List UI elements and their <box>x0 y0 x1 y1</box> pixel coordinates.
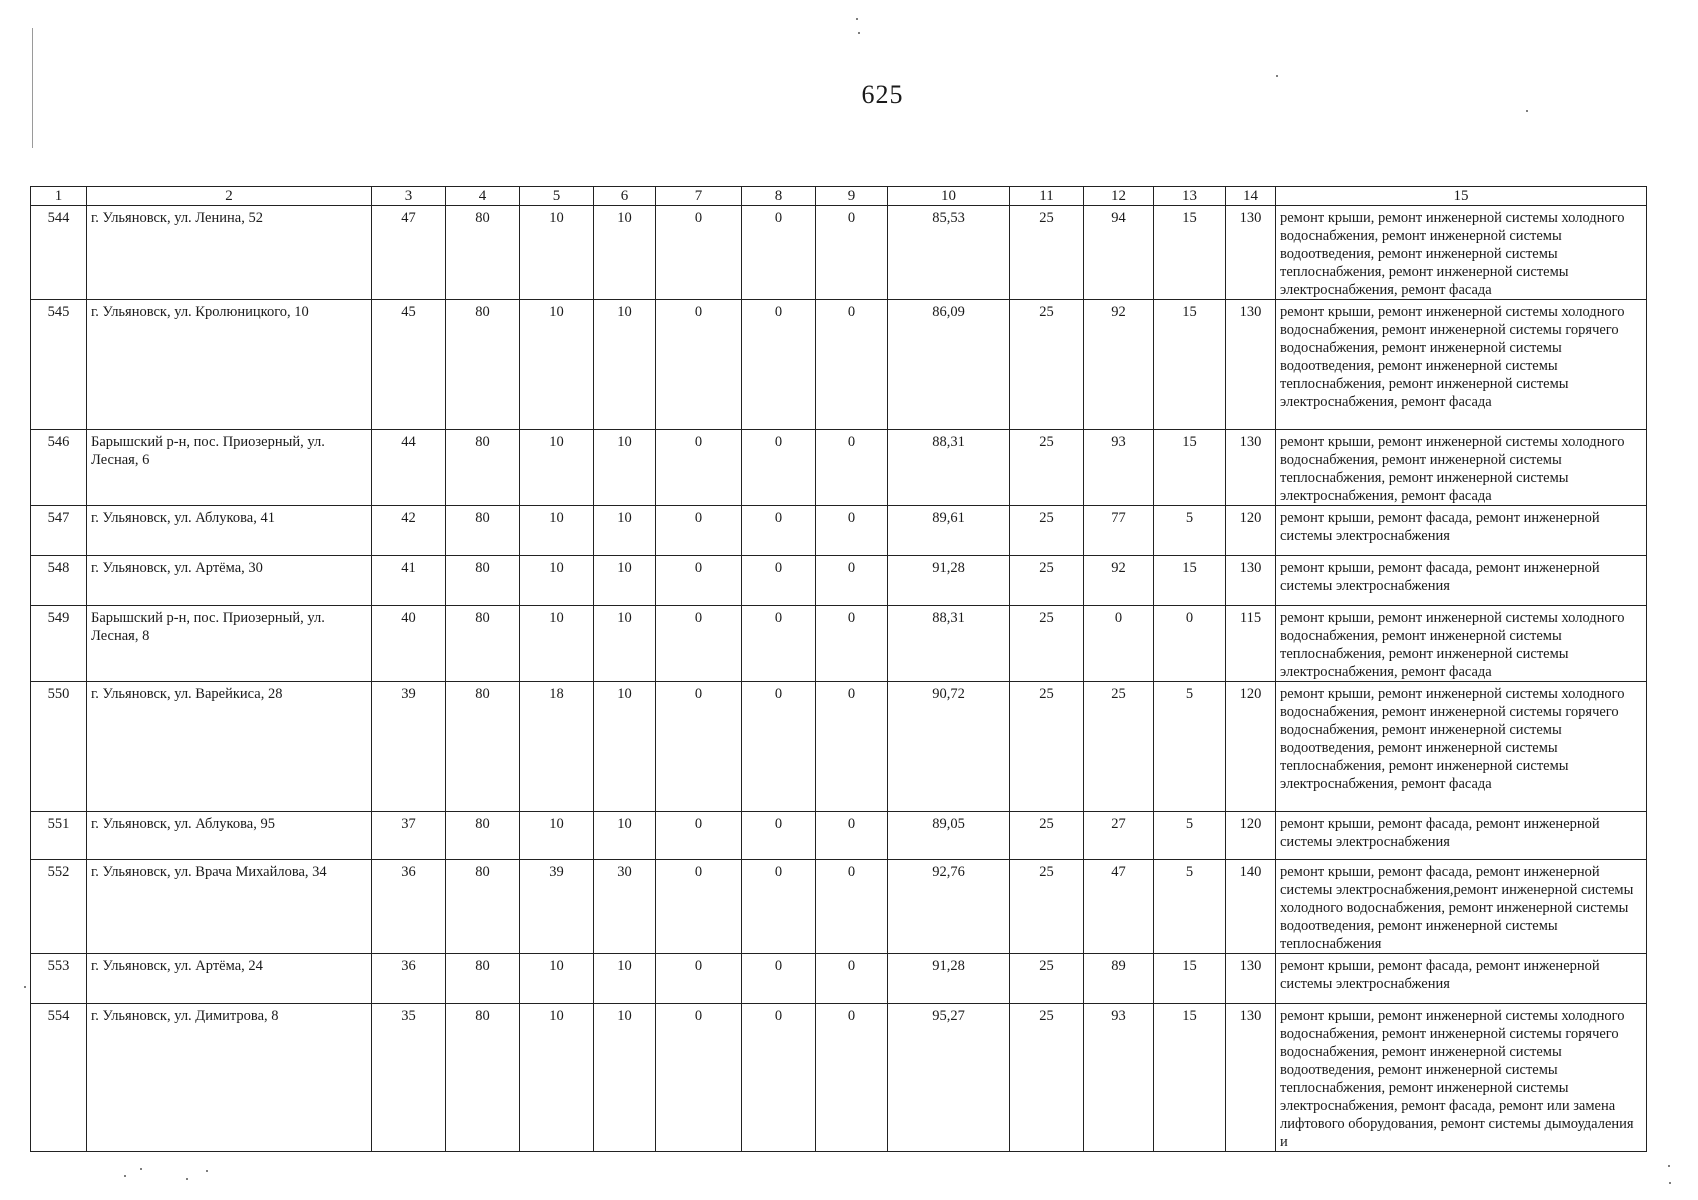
cell-col7: 0 <box>656 954 742 1004</box>
cell-col13: 5 <box>1154 506 1226 556</box>
scan-speck <box>124 1175 126 1177</box>
cell-col5: 10 <box>520 430 594 506</box>
cell-col14: 120 <box>1226 506 1276 556</box>
cell-col10: 88,31 <box>888 430 1010 506</box>
scan-speck <box>856 18 858 20</box>
cell-col7: 0 <box>656 556 742 606</box>
cell-col11: 25 <box>1010 206 1084 300</box>
cell-col11: 25 <box>1010 506 1084 556</box>
scan-speck <box>1669 1182 1671 1184</box>
column-header: 5 <box>520 187 594 206</box>
table-row <box>31 1004 1647 1152</box>
cell-col3: 47 <box>372 206 446 300</box>
cell-col5: 10 <box>520 1004 594 1152</box>
cell-col14: 120 <box>1226 812 1276 860</box>
cell-col10: 86,09 <box>888 300 1010 430</box>
table-row <box>31 954 1647 1004</box>
column-header: 11 <box>1010 187 1084 206</box>
cell-col11: 25 <box>1010 954 1084 1004</box>
table-row <box>31 556 1647 606</box>
scan-speck <box>24 986 26 988</box>
column-header: 1 <box>31 187 87 206</box>
works-cell: ремонт крыши, ремонт фасада, ремонт инженерной системы электроснабжения <box>1276 954 1647 1004</box>
cell-col7: 0 <box>656 606 742 682</box>
cell-col8: 0 <box>742 506 816 556</box>
cell-col3: 36 <box>372 954 446 1004</box>
cell-col12: 92 <box>1084 556 1154 606</box>
cell-col7: 0 <box>656 506 742 556</box>
cell-col12: 93 <box>1084 1004 1154 1152</box>
column-header: 14 <box>1226 187 1276 206</box>
cell-col4: 80 <box>446 954 520 1004</box>
column-header: 13 <box>1154 187 1226 206</box>
works-cell: ремонт крыши, ремонт инженерной системы холодного водоснабжения, ремонт инженерной системы горячего водоснабжения, ремонт инженерной системы водоотведения, ремонт инженерной системы теплоснабжения, ремонт инженерной системы электроснабжения, ремонт фасада, ремонт или замена лифтового оборудования, ремонт системы дымоудаления и <box>1276 1004 1647 1152</box>
cell-col11: 25 <box>1010 812 1084 860</box>
cell-col5: 10 <box>520 954 594 1004</box>
cell-col14: 120 <box>1226 682 1276 812</box>
cell-col8: 0 <box>742 430 816 506</box>
cell-col4: 80 <box>446 1004 520 1152</box>
cell-col4: 80 <box>446 682 520 812</box>
cell-col8: 0 <box>742 682 816 812</box>
row-number: 550 <box>31 682 87 812</box>
cell-col8: 0 <box>742 860 816 954</box>
cell-col3: 39 <box>372 682 446 812</box>
cell-col5: 10 <box>520 606 594 682</box>
cell-col11: 25 <box>1010 300 1084 430</box>
cell-col13: 15 <box>1154 430 1226 506</box>
cell-col9: 0 <box>816 860 888 954</box>
row-number: 546 <box>31 430 87 506</box>
cell-col4: 80 <box>446 812 520 860</box>
cell-col5: 10 <box>520 506 594 556</box>
column-header: 7 <box>656 187 742 206</box>
cell-col5: 39 <box>520 860 594 954</box>
scan-speck <box>206 1170 208 1172</box>
cell-col3: 40 <box>372 606 446 682</box>
cell-col12: 94 <box>1084 206 1154 300</box>
cell-col5: 10 <box>520 300 594 430</box>
column-header: 15 <box>1276 187 1647 206</box>
cell-col10: 91,28 <box>888 954 1010 1004</box>
table-row <box>31 812 1647 860</box>
cell-col10: 92,76 <box>888 860 1010 954</box>
works-cell: ремонт крыши, ремонт фасада, ремонт инженерной системы электроснабжения <box>1276 812 1647 860</box>
cell-col8: 0 <box>742 556 816 606</box>
cell-col13: 5 <box>1154 812 1226 860</box>
cell-col11: 25 <box>1010 556 1084 606</box>
cell-col6: 10 <box>594 812 656 860</box>
page-number: 625 <box>861 80 904 109</box>
table-row <box>31 506 1647 556</box>
cell-col3: 37 <box>372 812 446 860</box>
cell-col9: 0 <box>816 812 888 860</box>
cell-col11: 25 <box>1010 606 1084 682</box>
cell-col7: 0 <box>656 300 742 430</box>
cell-col8: 0 <box>742 954 816 1004</box>
row-number: 547 <box>31 506 87 556</box>
cell-col12: 93 <box>1084 430 1154 506</box>
cell-col4: 80 <box>446 430 520 506</box>
cell-col13: 15 <box>1154 556 1226 606</box>
cell-col14: 130 <box>1226 300 1276 430</box>
cell-col3: 35 <box>372 1004 446 1152</box>
table-row <box>31 430 1647 506</box>
header-row <box>31 187 1647 206</box>
row-number: 549 <box>31 606 87 682</box>
row-number: 544 <box>31 206 87 300</box>
cell-col3: 42 <box>372 506 446 556</box>
cell-col9: 0 <box>816 1004 888 1152</box>
cell-col6: 10 <box>594 606 656 682</box>
table-row <box>31 606 1647 682</box>
column-header: 3 <box>372 187 446 206</box>
row-number: 545 <box>31 300 87 430</box>
cell-col10: 95,27 <box>888 1004 1010 1152</box>
works-cell: ремонт крыши, ремонт инженерной системы холодного водоснабжения, ремонт инженерной системы горячего водоснабжения, ремонт инженерной системы водоотведения, ремонт инженерной системы теплоснабжения, ремонт инженерной системы электроснабжения, ремонт фасада <box>1276 300 1647 430</box>
cell-col13: 5 <box>1154 682 1226 812</box>
table-row <box>31 682 1647 812</box>
table-row <box>31 206 1647 300</box>
cell-col4: 80 <box>446 860 520 954</box>
cell-col6: 10 <box>594 206 656 300</box>
cell-col9: 0 <box>816 300 888 430</box>
cell-col4: 80 <box>446 556 520 606</box>
cell-col8: 0 <box>742 606 816 682</box>
column-header: 8 <box>742 187 816 206</box>
cell-col3: 36 <box>372 860 446 954</box>
cell-col12: 47 <box>1084 860 1154 954</box>
scan-speck <box>1526 110 1528 112</box>
cell-col4: 80 <box>446 606 520 682</box>
cell-col7: 0 <box>656 812 742 860</box>
row-number: 551 <box>31 812 87 860</box>
cell-col7: 0 <box>656 206 742 300</box>
cell-col7: 0 <box>656 682 742 812</box>
row-number: 548 <box>31 556 87 606</box>
cell-col6: 10 <box>594 1004 656 1152</box>
works-cell: ремонт крыши, ремонт инженерной системы холодного водоснабжения, ремонт инженерной системы водоотведения, ремонт инженерной системы теплоснабжения, ремонт инженерной системы электроснабжения, ремонт фасада <box>1276 206 1647 300</box>
cell-col14: 130 <box>1226 556 1276 606</box>
cell-col4: 80 <box>446 300 520 430</box>
cell-col6: 10 <box>594 430 656 506</box>
cell-col6: 10 <box>594 506 656 556</box>
scan-speck <box>186 1178 188 1180</box>
cell-col14: 130 <box>1226 430 1276 506</box>
column-header: 12 <box>1084 187 1154 206</box>
works-cell: ремонт крыши, ремонт инженерной системы холодного водоснабжения, ремонт инженерной системы теплоснабжения, ремонт инженерной системы электроснабжения, ремонт фасада <box>1276 606 1647 682</box>
cell-col9: 0 <box>816 682 888 812</box>
cell-col12: 0 <box>1084 606 1154 682</box>
table-row <box>31 860 1647 954</box>
address-cell: г. Ульяновск, ул. Аблукова, 41 <box>87 506 372 556</box>
cell-col4: 80 <box>446 206 520 300</box>
works-cell: ремонт крыши, ремонт инженерной системы холодного водоснабжения, ремонт инженерной системы горячего водоснабжения, ремонт инженерной системы водоотведения, ремонт инженерной системы теплоснабжения, ремонт инженерной системы электроснабжения, ремонт фасада <box>1276 682 1647 812</box>
cell-col6: 10 <box>594 682 656 812</box>
cell-col11: 25 <box>1010 1004 1084 1152</box>
column-header: 9 <box>816 187 888 206</box>
cell-col14: 130 <box>1226 206 1276 300</box>
cell-col13: 15 <box>1154 1004 1226 1152</box>
cell-col12: 92 <box>1084 300 1154 430</box>
cell-col8: 0 <box>742 300 816 430</box>
cell-col5: 10 <box>520 206 594 300</box>
cell-col13: 15 <box>1154 206 1226 300</box>
address-cell: г. Ульяновск, ул. Артёма, 30 <box>87 556 372 606</box>
cell-col12: 89 <box>1084 954 1154 1004</box>
cell-col13: 15 <box>1154 954 1226 1004</box>
address-cell: г. Ульяновск, ул. Артёма, 24 <box>87 954 372 1004</box>
row-number: 552 <box>31 860 87 954</box>
cell-col8: 0 <box>742 812 816 860</box>
cell-col9: 0 <box>816 606 888 682</box>
cell-col5: 10 <box>520 812 594 860</box>
cell-col9: 0 <box>816 954 888 1004</box>
cell-col6: 10 <box>594 300 656 430</box>
column-header: 4 <box>446 187 520 206</box>
scan-speck <box>1668 1165 1670 1167</box>
cell-col10: 89,05 <box>888 812 1010 860</box>
cell-col13: 15 <box>1154 300 1226 430</box>
cell-col8: 0 <box>742 1004 816 1152</box>
works-cell: ремонт крыши, ремонт фасада, ремонт инженерной системы электроснабжения <box>1276 506 1647 556</box>
cell-col5: 18 <box>520 682 594 812</box>
address-cell: г. Ульяновск, ул. Кролюницкого, 10 <box>87 300 372 430</box>
address-cell: Барышский р-н, пос. Приозерный, ул. Лесная, 6 <box>87 430 372 506</box>
scan-speck <box>1276 75 1278 77</box>
column-header: 6 <box>594 187 656 206</box>
cell-col9: 0 <box>816 206 888 300</box>
column-header: 10 <box>888 187 1010 206</box>
column-header: 2 <box>87 187 372 206</box>
cell-col3: 45 <box>372 300 446 430</box>
works-cell: ремонт крыши, ремонт фасада, ремонт инженерной системы электроснабжения <box>1276 556 1647 606</box>
cell-col3: 44 <box>372 430 446 506</box>
works-cell: ремонт крыши, ремонт инженерной системы холодного водоснабжения, ремонт инженерной системы теплоснабжения, ремонт инженерной системы электроснабжения, ремонт фасада <box>1276 430 1647 506</box>
cell-col4: 80 <box>446 506 520 556</box>
cell-col5: 10 <box>520 556 594 606</box>
scan-speck <box>858 32 860 34</box>
address-cell: г. Ульяновск, ул. Врача Михайлова, 34 <box>87 860 372 954</box>
row-number: 554 <box>31 1004 87 1152</box>
cell-col12: 77 <box>1084 506 1154 556</box>
cell-col11: 25 <box>1010 860 1084 954</box>
cell-col10: 91,28 <box>888 556 1010 606</box>
address-cell: Барышский р-н, пос. Приозерный, ул. Лесная, 8 <box>87 606 372 682</box>
cell-col7: 0 <box>656 430 742 506</box>
repair-registry-table <box>30 186 1647 1152</box>
cell-col9: 0 <box>816 556 888 606</box>
cell-col14: 115 <box>1226 606 1276 682</box>
cell-col9: 0 <box>816 430 888 506</box>
row-number: 553 <box>31 954 87 1004</box>
cell-col7: 0 <box>656 1004 742 1152</box>
cell-col9: 0 <box>816 506 888 556</box>
cell-col11: 25 <box>1010 682 1084 812</box>
cell-col6: 10 <box>594 556 656 606</box>
cell-col10: 90,72 <box>888 682 1010 812</box>
scan-speck <box>140 1168 142 1170</box>
cell-col6: 10 <box>594 954 656 1004</box>
cell-col11: 25 <box>1010 430 1084 506</box>
cell-col14: 130 <box>1226 954 1276 1004</box>
address-cell: г. Ульяновск, ул. Ленина, 52 <box>87 206 372 300</box>
address-cell: г. Ульяновск, ул. Варейкиса, 28 <box>87 682 372 812</box>
cell-col7: 0 <box>656 860 742 954</box>
cell-col8: 0 <box>742 206 816 300</box>
cell-col14: 140 <box>1226 860 1276 954</box>
cell-col13: 5 <box>1154 860 1226 954</box>
table-body <box>31 206 1647 1152</box>
table-row <box>31 300 1647 430</box>
cell-col3: 41 <box>372 556 446 606</box>
cell-col14: 130 <box>1226 1004 1276 1152</box>
address-cell: г. Ульяновск, ул. Аблукова, 95 <box>87 812 372 860</box>
cell-col13: 0 <box>1154 606 1226 682</box>
cell-col10: 89,61 <box>888 506 1010 556</box>
works-cell: ремонт крыши, ремонт фасада, ремонт инженерной системы электроснабжения,ремонт инженерной системы холодного водоснабжения, ремонт инженерной системы водоотведения, ремонт инженерной системы теплоснабжения <box>1276 860 1647 954</box>
cell-col10: 88,31 <box>888 606 1010 682</box>
address-cell: г. Ульяновск, ул. Димитрова, 8 <box>87 1004 372 1152</box>
cell-col12: 27 <box>1084 812 1154 860</box>
cell-col12: 25 <box>1084 682 1154 812</box>
cell-col10: 85,53 <box>888 206 1010 300</box>
cell-col6: 30 <box>594 860 656 954</box>
